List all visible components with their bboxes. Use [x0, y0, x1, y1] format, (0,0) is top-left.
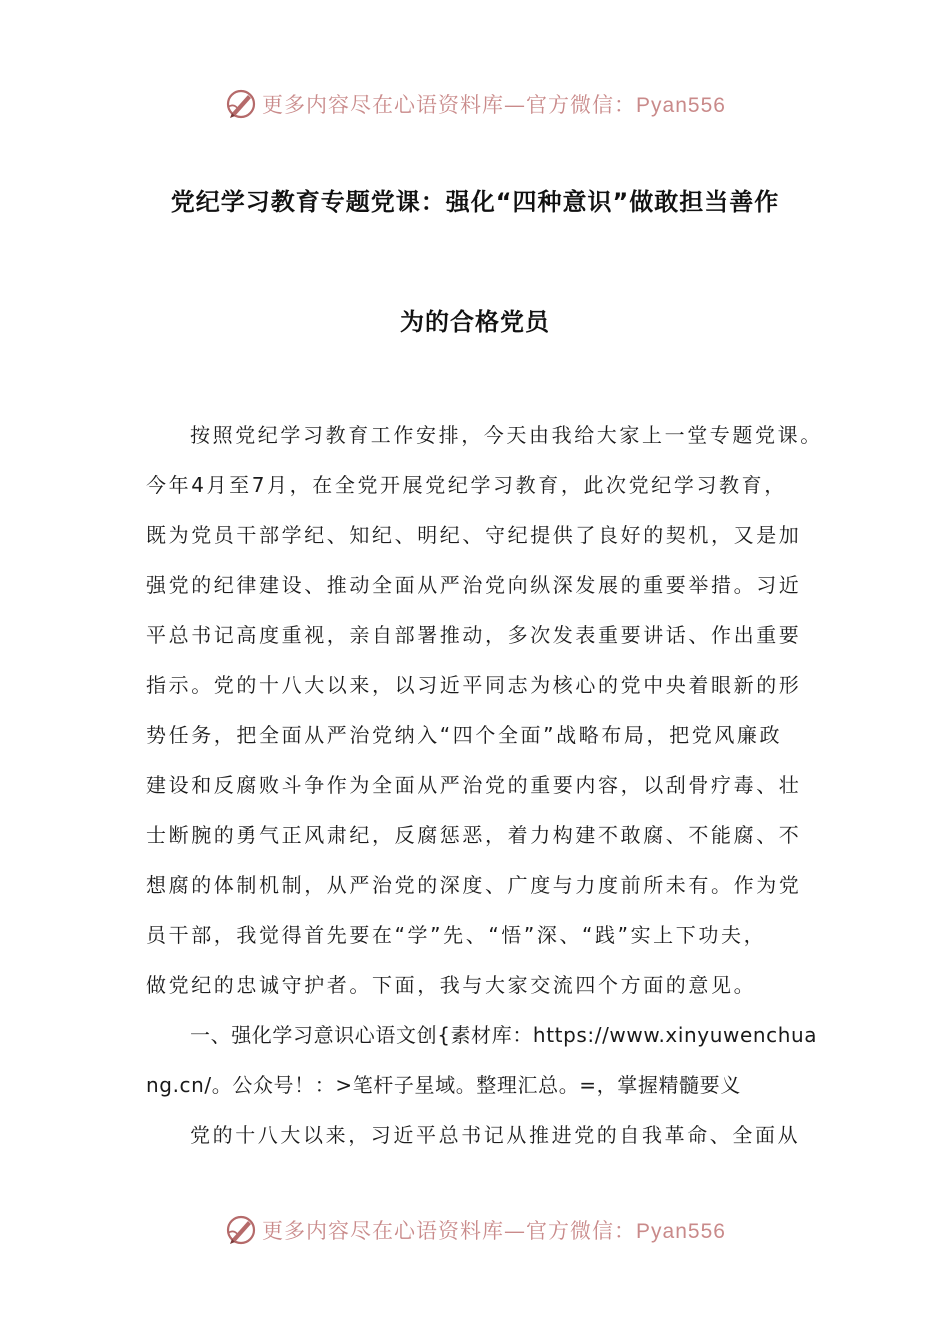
watermark-banner-bottom — [0, 1210, 950, 1250]
document-body — [146, 418, 823, 1168]
body-line: 平总书记高度重视，亲自部署推动，多次发表重要讲话、作出重要 — [146, 623, 802, 647]
wechat-id: Pyan556 — [636, 94, 726, 117]
document-title-line-2: 为的合格党员 — [400, 308, 550, 336]
wechat-id: Pyan556 — [636, 1220, 726, 1243]
body-line: 今年4月至7月，在全党开展党纪学习教育，此次党纪学习教育， — [146, 473, 787, 497]
body-line: 士断腕的勇气正风肃纪，反腐惩恶，着力构建不敢腐、不能腐、不 — [146, 823, 802, 847]
body-line: 既为党员干部学纪、知纪、明纪、守纪提供了良好的契机，又是加 — [146, 523, 802, 547]
watermark-text: 更多内容尽在心语资料库—官方微信：Pyan556 — [262, 1219, 726, 1243]
section-heading-line: 一、强化学习意识心语文创{素材库：https://www.xinyuwenchua — [190, 1023, 818, 1047]
pen-circle-logo-icon — [224, 1213, 258, 1247]
pen-circle-logo-icon — [224, 87, 258, 121]
body-line: 员干部，我觉得首先要在“学”先、“悟”深、“践”实上下功夫， — [146, 923, 767, 947]
watermark-banner-top — [0, 84, 950, 124]
body-line: 想腐的体制机制，从严治党的深度、广度与力度前所未有。作为党 — [146, 873, 802, 897]
document-title-line-1: 党纪学习教育专题党课：强化“四种意识”做敢担当善作 — [170, 188, 780, 216]
body-line: 党的十八大以来，习近平总书记从推进党的自我革命、全面从 — [190, 1123, 801, 1147]
watermark-text: 更多内容尽在心语资料库—官方微信：Pyan556 — [262, 93, 726, 117]
section-heading-line: ng.cn/。公众号！：>笔杆子星域。整理汇总。=，掌握精髓要义 — [146, 1073, 741, 1097]
body-line: 建设和反腐败斗争作为全面从严治党的重要内容，以刮骨疗毒、壮 — [146, 773, 802, 797]
body-line: 做党纪的忠诚守护者。下面，我与大家交流四个方面的意见。 — [146, 973, 757, 997]
body-line: 指示。党的十八大以来，以习近平同志为核心的党中央着眼新的形 — [146, 673, 802, 697]
body-line: 按照党纪学习教育工作安排，今天由我给大家上一堂专题党课。 — [190, 423, 823, 447]
body-line: 势任务，把全面从严治党纳入“四个全面”战略布局，把党风廉政 — [146, 723, 783, 747]
body-line: 强党的纪律建设、推动全面从严治党向纵深发展的重要举措。习近 — [146, 573, 802, 597]
